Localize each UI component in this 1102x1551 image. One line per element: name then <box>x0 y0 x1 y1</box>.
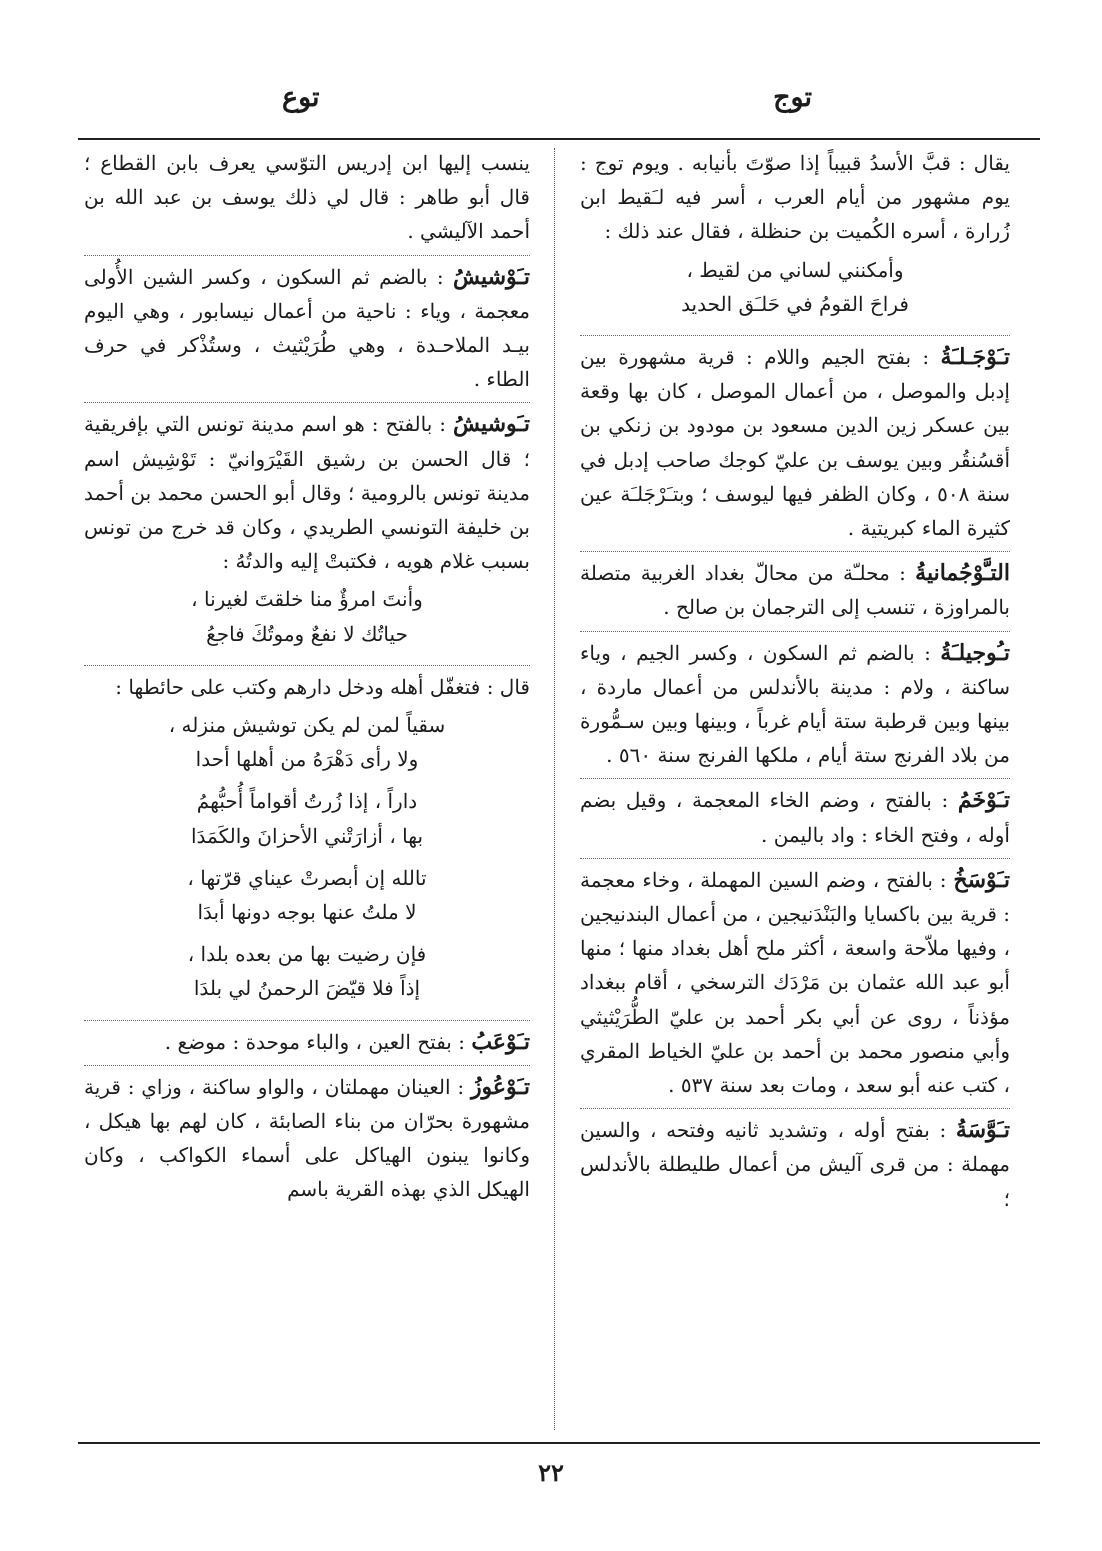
verse-line: إذاً فلا قيّضَ الرحمنُ لي بلدَا <box>193 976 421 1001</box>
verse-line: بها ، أزارَتْني الأحزانَ والكَمَدَا <box>190 823 424 848</box>
verse <box>84 937 530 1005</box>
entry-headword: تـَوَّسَةُ <box>955 1117 1010 1144</box>
verse-line: لا ملتُ عنها بوجه دونها أبدَا <box>197 900 417 925</box>
verse <box>84 861 530 929</box>
entry-tawshish <box>84 407 530 665</box>
verse-line: وأنتَ امرؤٌ منا خلقتَ لغيرنا ، <box>191 587 423 612</box>
entry-headword: تـَوْشيشُ <box>452 263 530 290</box>
verse-line: ولا رأى دَهْرَهُ من أهلها أحدا <box>195 747 419 772</box>
entry-headword: تـَوْجَـلـَةُ <box>940 344 1010 371</box>
entry-text: : بفتح أوله ، وتشديد ثانيه وفتحه ، والسين مهملة : من قرى آليش من أعمال طليطلة بالأندلس ؛ <box>580 1118 1010 1211</box>
entry-tawkhum <box>580 783 1010 858</box>
left-column <box>84 146 530 1436</box>
entry-text: : بالضم ثم السكون ، وكسر الشين الأُولى معجمة ، وياء : ناحية من أعمال نيسابور ، وهي اليوم بيـد الملاحـدة ، وهي طُرَيْثيث ، وستُذْكر في حرف الطاء . <box>84 264 530 392</box>
running-header-left: توع <box>282 82 320 113</box>
entry-text: يقال : قبَّ الأسدُ قبيباً إذا صوّتَ بأنيابه . ويوم توج : يوم مشهور من أيام العرب ، أسر فيه لـَقيط ابن زُرارة ، أسره الكُميت بن حنظلة ، فقال عند ذلك : <box>580 151 1010 244</box>
verse-line: وأمكنني لساني من لقيط ، <box>686 257 904 282</box>
verse-line: تالله إن أبصرتْ عيناي قرّتها ، <box>187 865 427 890</box>
entry-text: : بالضم ثم السكون ، وكسر الجيم ، وياء ساكنة ، ولام : مدينة بالأندلس من أعمال ماردة ، بينها وبين قرطبة ستة أيام غرباً ، وبينها وبين سـمُّورة من بلاد الفرنج ستة أيام ، ملكها الفرنج سنة ٥٦٠ . <box>580 640 1010 768</box>
verse-line: سقياً لمن لم يكن توشيش منزله ، <box>168 713 446 738</box>
top-rule <box>78 138 1040 140</box>
entry-tawjumaniya <box>580 556 1010 631</box>
entry-tawjala <box>580 340 1010 552</box>
entry-text: : بفتح الجيم واللام : قرية مشهورة بين إدبل والموصل ، من أعمال الموصل ، كان بها وقعة بين عسكر زين الدين مسعود بن مودود بن زنكي بن أقسُنقُر وبين يوسف بن عليّ كوجك صاحب إدبل في سنة ٥٠٨ ، وكان الظفر فيها ليوسف ؛ وبتـَرْجَلـَة عين كثيرة الماء كبريتية . <box>580 345 1010 541</box>
entry-text: ينسب إليها ابن إدريس التوّسي يعرف بابن القطاع ؛ قال أبو طاهر : قال لي ذلك يوسف بن عبد الله بن أحمد الآليشي . <box>84 151 530 244</box>
entry-tawwasa <box>580 1113 1010 1222</box>
entry-text: : بالفتح ، وضم السين المهملة ، وخاء معجمة : قرية بين باكسايا والبَنْدَنيجين ، من أعمال البندنيجين ، وفيها ملاّحة واسعة ، أكثر ملح أهل بغداد منها ؛ منها أبو عبد الله عثمان بن مَرْدَك الترسخي ، أقام ببغداد مؤذناً ، روى عن أبي بكر أحمد بن عليّ الطُّرَيْثيثي وأبي منصور محمد بن أحمد بن عليّ الخياط المقري ، كتب عنه أبو سعد ، ومات بعد سنة ٥٣٧ . <box>580 867 1010 1098</box>
entry-text: : محلـّة من محالّ بغداد الغربية متصلة بالمراوزة ، تنسب إلى الترجمان بن صالح . <box>580 561 1010 620</box>
entry-headword: التـَّوْجُمانيةُ <box>915 560 1010 587</box>
verse-line: فإن رضيت بها من بعده بلدا ، <box>187 942 427 967</box>
verse <box>84 708 530 776</box>
verse-line: داراً ، إذا زُرتُ أقواماً أُحبُّهمُ <box>196 789 418 814</box>
running-header-right: توج <box>773 82 812 113</box>
entry-headword: تـُوجيلـَةُ <box>940 639 1010 666</box>
entry-tawsakh <box>580 863 1010 1109</box>
bottom-rule <box>78 1442 1040 1444</box>
verse-line: فراحَ القومُ في حَلـَق الحديد <box>681 291 909 316</box>
entry-headword: تـَوْعُوزُ <box>470 1073 530 1100</box>
entry-text: قال : فتغفّل أهله ودخل دارهم وكتب على حائطها : <box>115 674 530 699</box>
entry-headword: تـَوْخَمُ <box>957 787 1010 814</box>
entry-intro <box>580 146 1010 336</box>
page-number: ٢٢ <box>538 1458 564 1487</box>
entry-headword: تـَوْعَبُ <box>471 1028 530 1055</box>
entry-text: : بالفتح ، وضم الخاء المعجمة ، وقيل بضم أوله ، وفتح الخاء : واد باليمن . <box>580 788 1010 847</box>
verse <box>580 253 1010 321</box>
entry-tawab <box>84 1025 530 1066</box>
entry-continuation <box>84 146 530 256</box>
entry-text: : بالفتح : هو اسم مدينة تونس التي بإفريقية ؛ قال الحسن بن رشيق القَيْرَوانيّ : تَوْشِيش اسم مدينة تونس بالرومية ؛ وقال أبو الحسن محمد بن أحمد بن خليفة التونسي الطريدي ، وكان قد خرج من تونس بسبب غلام هويه ، فكتبتْ إليه والدتُهُ : <box>84 412 530 574</box>
entry-headword: تـَوْسَخُ <box>953 866 1010 893</box>
entry-headword: تـَوشيشُ <box>452 411 530 438</box>
entry-text: : بفتح العين ، والباء موحدة : موضع . <box>164 1029 465 1054</box>
right-column <box>580 146 1010 1436</box>
entry-tujila <box>580 636 1010 780</box>
entry-text: : العينان مهملتان ، والواو ساكنة ، وزاي : قرية مشهورة بحرّان من بناء الصابئة ، كان لهم بها هيكل ، وكانوا يبنون الهياكل على أسماء الكواكب ، وكان الهيكل الذي بهذه القرية باسم <box>84 1074 530 1202</box>
verse <box>84 582 530 650</box>
entry-tawuz <box>84 1070 530 1213</box>
entry-poem <box>84 670 530 1021</box>
entry-tushish <box>84 260 530 404</box>
verse-line: حياتُك لا نفعٌ وموتُكَ فاجعُ <box>206 621 408 646</box>
column-divider <box>554 148 555 1430</box>
verse <box>84 784 530 852</box>
